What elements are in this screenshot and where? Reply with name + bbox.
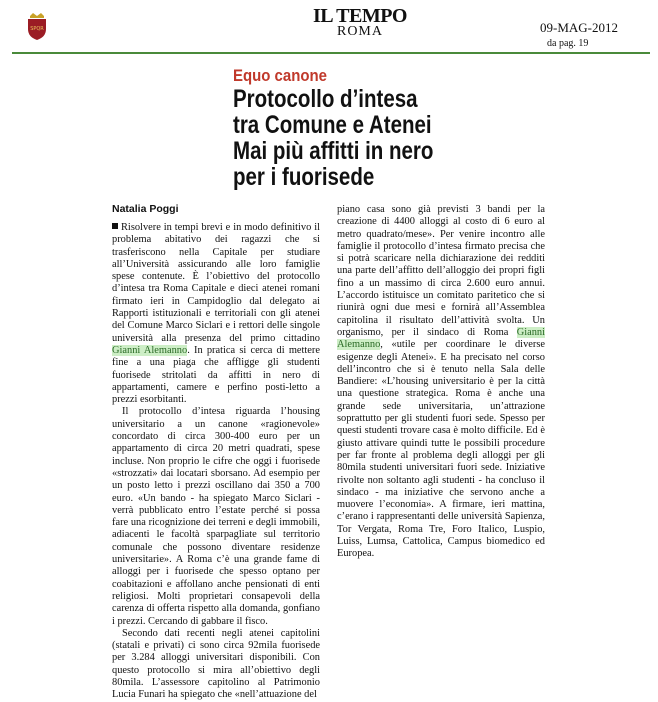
lead-square-icon (112, 223, 118, 229)
paragraph: Il protocollo d’intesa riguarda l’housing universitario a un canone «ragionevole» concordato di circa 300-400 euro per un appartamento di circa 20 metri quadrati, spese incluse. Non proprio le cifre che oggi i fuorisede «strozzati» dai locatari sborsano. Ad esempio per un posto letto i prezzi oscillano dai 350 a 700 euro. «Un bando - ha spiegato Marco Siclari - verrà pubblicato entro l’estate perché si possa fare una ricognizione dei terreni e degli immobili, adiacenti le facoltà sparpagliate sul territorio comunale che possono diventare residenze universitarie». A Roma c’è una grande fame di alloggi per i fuorisede che spesso optano per coabitazioni e affollano anche pensionati di enti religiosi. Molti proprietari consapevoli della carenza di offerta rispetto alla domanda, gonfiano i prezzi. Cercando di gabbare il fisco. (112, 406, 320, 627)
headline-line: Mai più affitti in nero (233, 137, 434, 165)
paragraph-text: , «utile per coordinare le diverse esigenze degli Atenei». E ha precisato nel corso dell’incontro che si è tenuto nella Sala delle Bandiere: «L’housing universitario è per la città una questione strategica. Roma è anche una grande sede universitaria, un’attrazione soprattutto per gli studenti fuori sede. Spesso per questi studenti trovare casa è molto difficile. Ed è giusto attivare quindi tutte le possibili procedure per far fronte al problema degli alloggi per gli 80mila studenti universitari fuori sede. Iniziative rivolte non soltanto agli studenti - ha concluso il sindaco - ma iniziative che servono anche a muovere l’economia». A firmare, ieri mattina, c’erano i rappresentanti delle università Sapienza, Tor Vergata, Roma Tre, Foro Italico, Luspio, Luiss, Lumsa, Cattolica, Campus biomedico ed Europea. (337, 339, 545, 560)
headline-line: tra Comune e Atenei (233, 111, 432, 139)
issue-date: 09-MAG-2012 (540, 20, 618, 35)
roma-crest-icon (26, 13, 48, 41)
highlighted-name: Gianni Alemanno (112, 344, 188, 356)
article-headline (233, 86, 446, 190)
page-reference: da pag. 19 (547, 38, 589, 49)
article-kicker: Equo canone (233, 66, 327, 85)
paragraph (337, 204, 545, 561)
paragraph-text: . In pratica si cerca di mettere fine a una piaga che affligge gli studenti fuorisede stritolati da affitti in nero di appartamenti, camere e perfino posti-letto a prezzi esorbitanti. (112, 344, 320, 406)
paragraph: Secondo dati recenti negli atenei capitolini (statali e privati) ci sono circa 92mila fuorisede per 3.284 alloggi universitari disponibili. Con questo protocollo si mira all’obiettivo degli 80mila. L’assessore capitolino al Patrimonio Lucia Funari ha spiegato che «nell’attuazione del (112, 627, 320, 701)
paragraph (112, 222, 320, 406)
article-column-2 (337, 204, 545, 561)
paragraph-text: piano casa sono già previsti 3 bandi per la creazione di 4400 alloggi al costo di 6 euro al metro quadrato/mese». Per venire incontro alle famiglie il protocollo d’intesa firmato precisa che si potrà scaricare nella dichiarazione dei redditi una parte dell’affitto dell’alloggio dei propri figli fino a un massimo di circa 2.600 euro annui. L’accordo istituisce un comitato paritetico che si riunirà ogni due mesi e fornirà all’Assemblea capitolina il risultato dell’attività svolta. Un organismo, per il sindaco di Roma (337, 204, 545, 338)
article-byline: Natalia Poggi (112, 203, 179, 215)
svg-text:SPQR: SPQR (30, 26, 44, 32)
article-column-1 (112, 222, 320, 702)
header-divider (12, 52, 650, 54)
headline-line: Protocollo d’intesa (233, 85, 418, 113)
newspaper-name: IL TEMPO (313, 5, 407, 27)
highlighted-name: Gianni Alemanno (337, 326, 545, 351)
newspaper-city: ROMA (336, 24, 383, 39)
headline-line: per i fuorisede (233, 163, 375, 191)
paragraph-text: Risolvere in tempi brevi e in modo definitivo il problema abitativo dei ragazzi che si trasferiscono nella Capitale per studiare all’Università assicurando alle loro famiglie spese contenute. È l’obiettivo del protocollo d’intesa tra Roma Capitale e dieci atenei romani firmato ieri in Campidoglio dal delegato ai Rapporti istituzionali e territoriali con gli atenei del Comune Marco Siclari e i rettori delle singole università alla presenza del primo cittadino (112, 222, 320, 344)
